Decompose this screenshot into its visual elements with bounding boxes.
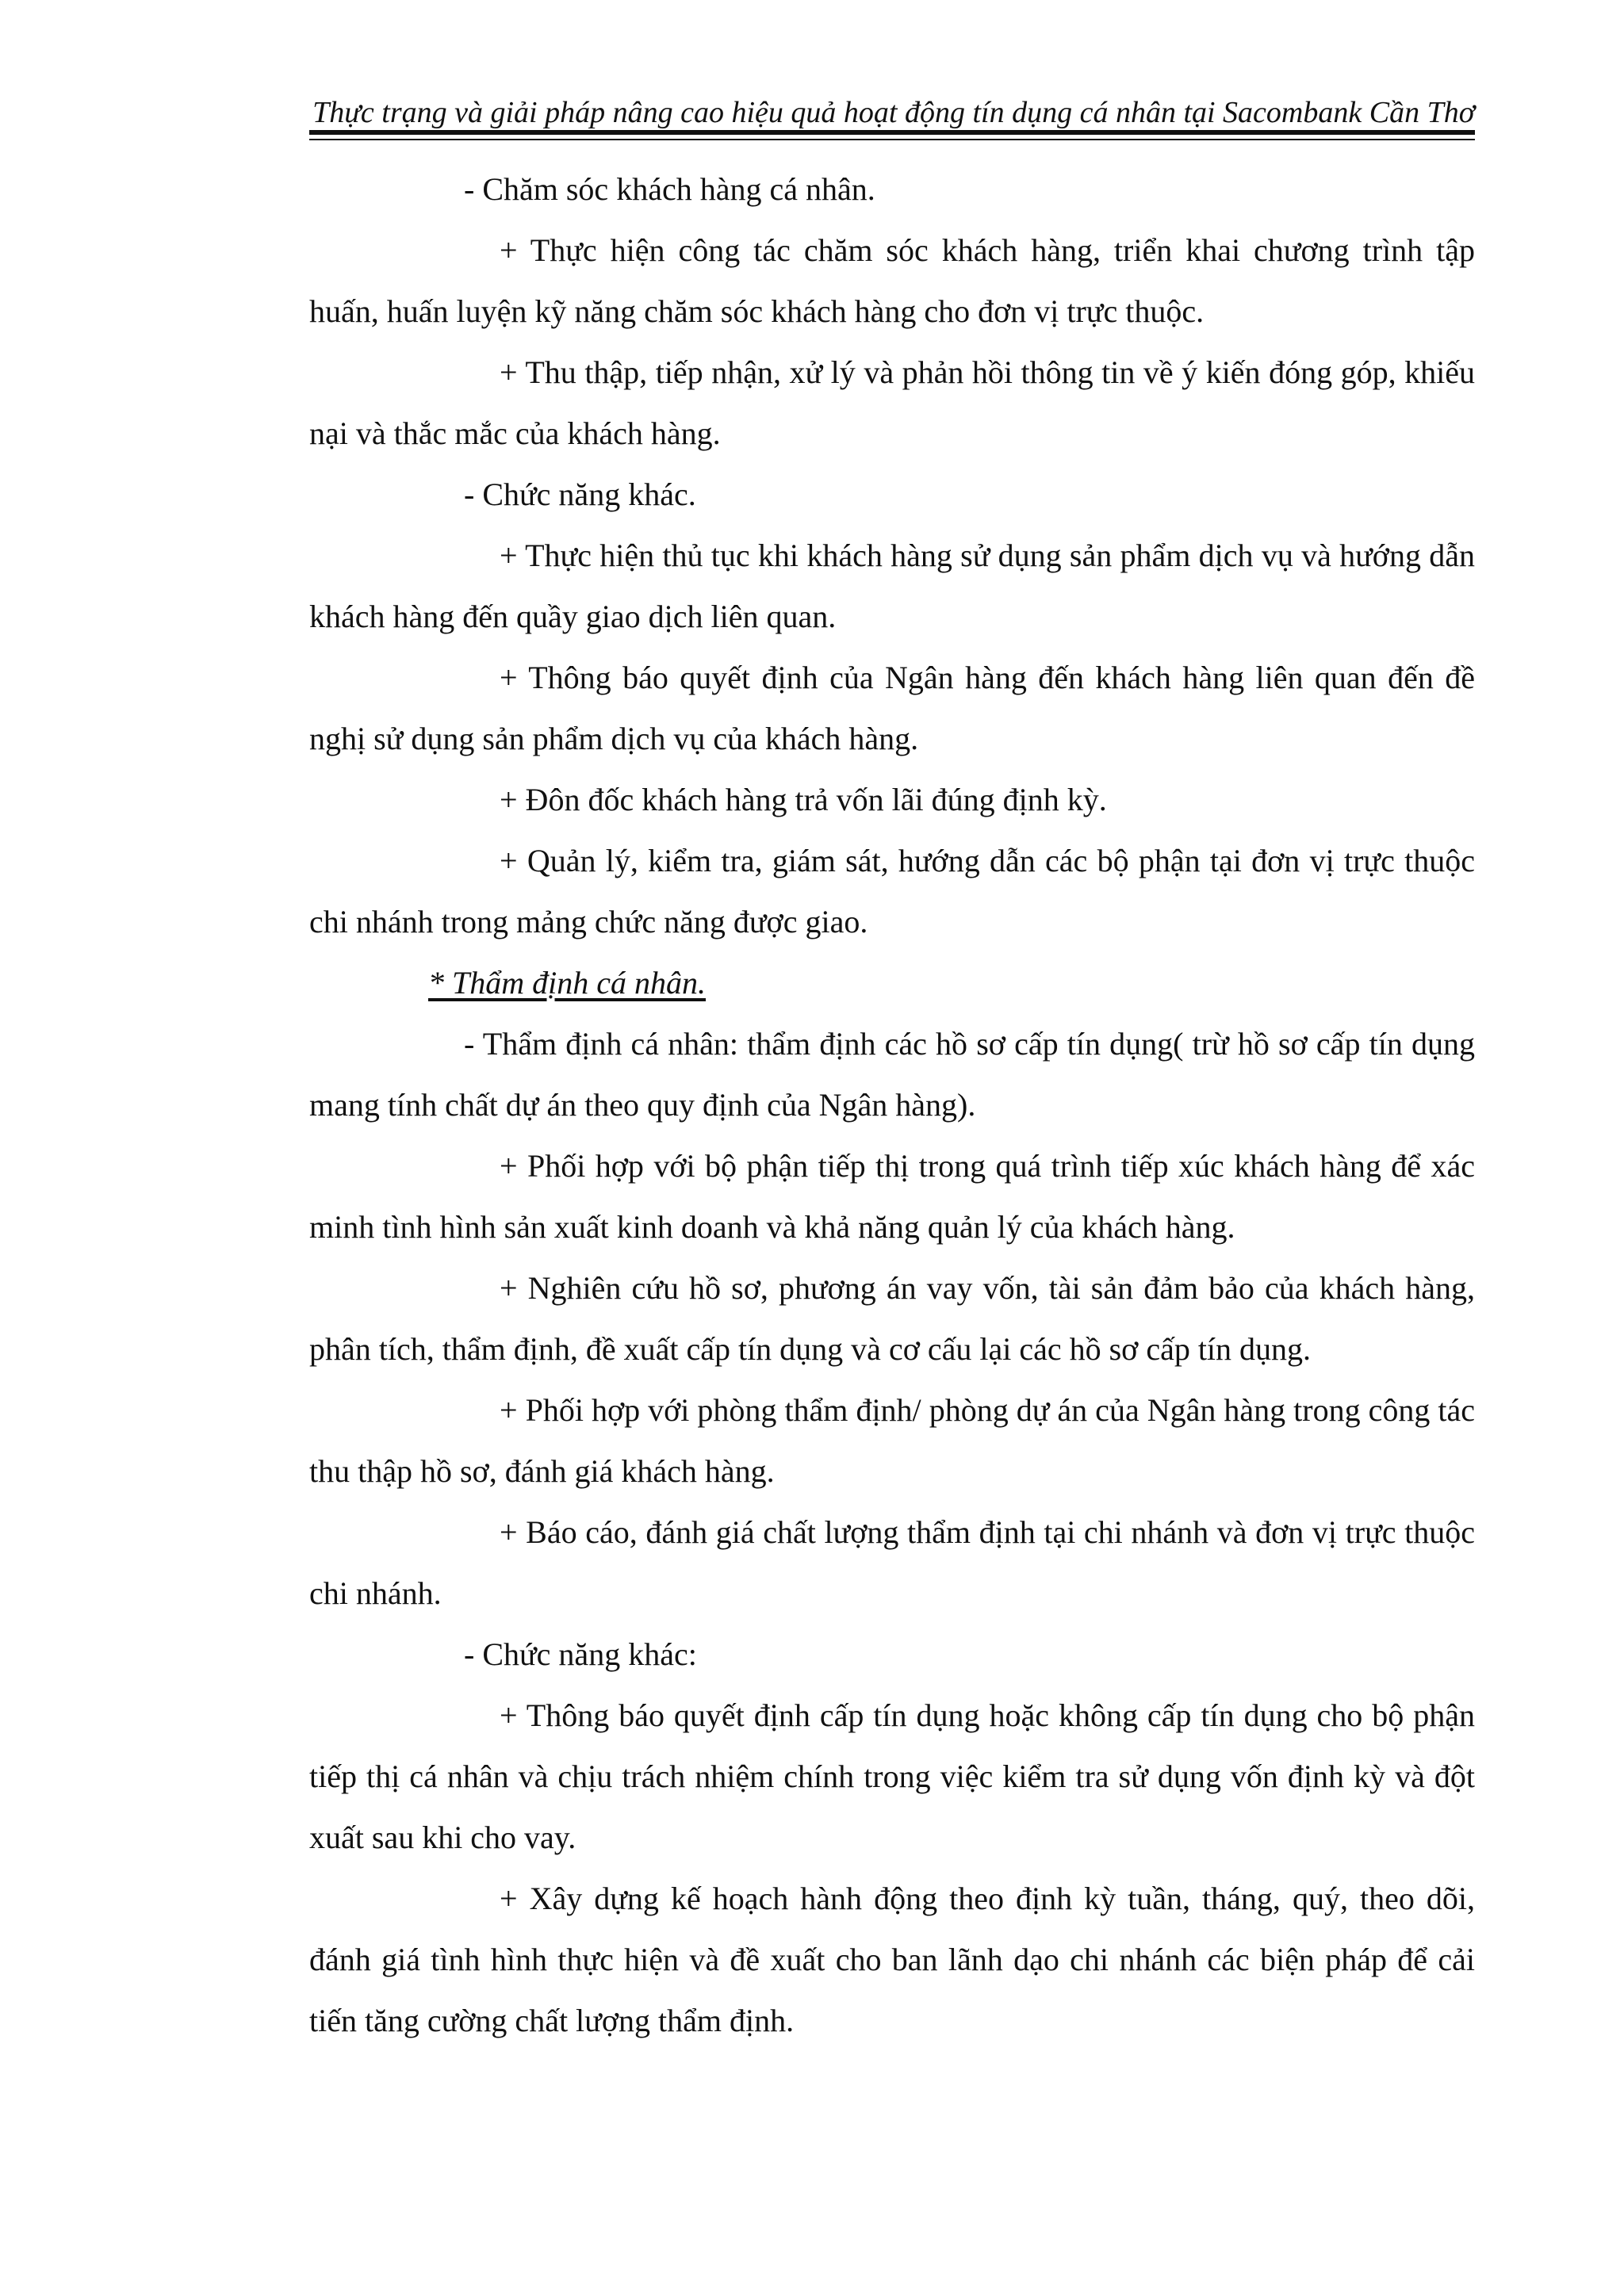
header-rule-thin [309,139,1475,140]
section-heading-text: * Thẩm định cá nhân. [428,965,706,1001]
paragraph: + Nghiên cứu hồ sơ, phương án vay vốn, tài sản đảm bảo của khách hàng, phân tích, thẩm định, đề xuất cấp tín dụng và cơ cấu lại các hồ sơ cấp tín dụng. [309,1270,1475,1367]
header-rule-thick [309,130,1475,135]
running-header: Thực trạng và giải pháp nâng cao hiệu quả hoạt động tín dụng cá nhân tại Sacombank Cần Thơ [312,96,1475,129]
paragraph: + Thu thập, tiếp nhận, xử lý và phản hồi thông tin về ý kiến đóng góp, khiếu nại và thắc mắc của khách hàng. [309,354,1475,451]
paragraph: + Đôn đốc khách hàng trả vốn lãi đúng định kỳ. [500,782,1107,817]
paragraph: + Báo cáo, đánh giá chất lượng thẩm định tại chi nhánh và đơn vị trực thuộc chi nhánh. [309,1514,1475,1611]
paragraph: + Phối hợp với phòng thẩm định/ phòng dự án của Ngân hàng trong công tác thu thập hồ sơ, đánh giá khách hàng. [309,1392,1475,1489]
paragraph: + Quản lý, kiểm tra, giám sát, hướng dẫn các bộ phận tại đơn vị trực thuộc chi nhánh trong mảng chức năng được giao. [309,843,1475,939]
paragraph: + Thực hiện thủ tục khi khách hàng sử dụng sản phẩm dịch vụ và hướng dẫn khách hàng đến quầy giao dịch liên quan. [309,538,1475,634]
paragraph: + Xây dựng kế hoạch hành động theo định kỳ tuần, tháng, quý, theo dõi, đánh giá tình hình thực hiện và đề xuất cho ban lãnh dạo chi nhánh các biện pháp để cải tiến tăng cường chất lượng thẩm định. [309,1881,1475,2038]
paragraph: - Chức năng khác: [464,1636,697,1672]
section-heading [309,952,1475,1013]
paragraph: + Thông báo quyết định cấp tín dụng hoặc không cấp tín dụng cho bộ phận tiếp thị cá nhân và chịu trách nhiệm chính trong việc kiểm tra sử dụng vốn định kỳ và đột xuất sau khi cho vay. [309,1697,1475,1855]
paragraph: + Thực hiện công tác chăm sóc khách hàng, triển khai chương trình tập huấn, huấn luyện kỹ năng chăm sóc khách hàng cho đơn vị trực thuộc. [309,232,1475,329]
paragraph: + Phối hợp với bộ phận tiếp thị trong quá trình tiếp xúc khách hàng để xác minh tình hình sản xuất kinh doanh và khả năng quản lý của khách hàng. [309,1148,1475,1245]
paragraph: - Chăm sóc khách hàng cá nhân. [464,171,875,207]
document-body [309,159,1475,2051]
paragraph: + Thông báo quyết định của Ngân hàng đến khách hàng liên quan đến đề nghị sử dụng sản phẩm dịch vụ của khách hàng. [309,660,1475,756]
paragraph: - Chức năng khác. [464,476,696,512]
paragraph: - Thẩm định cá nhân: thẩm định các hồ sơ cấp tín dụng( trừ hồ sơ cấp tín dụng mang tính chất dự án theo quy định của Ngân hàng). [309,1026,1475,1123]
